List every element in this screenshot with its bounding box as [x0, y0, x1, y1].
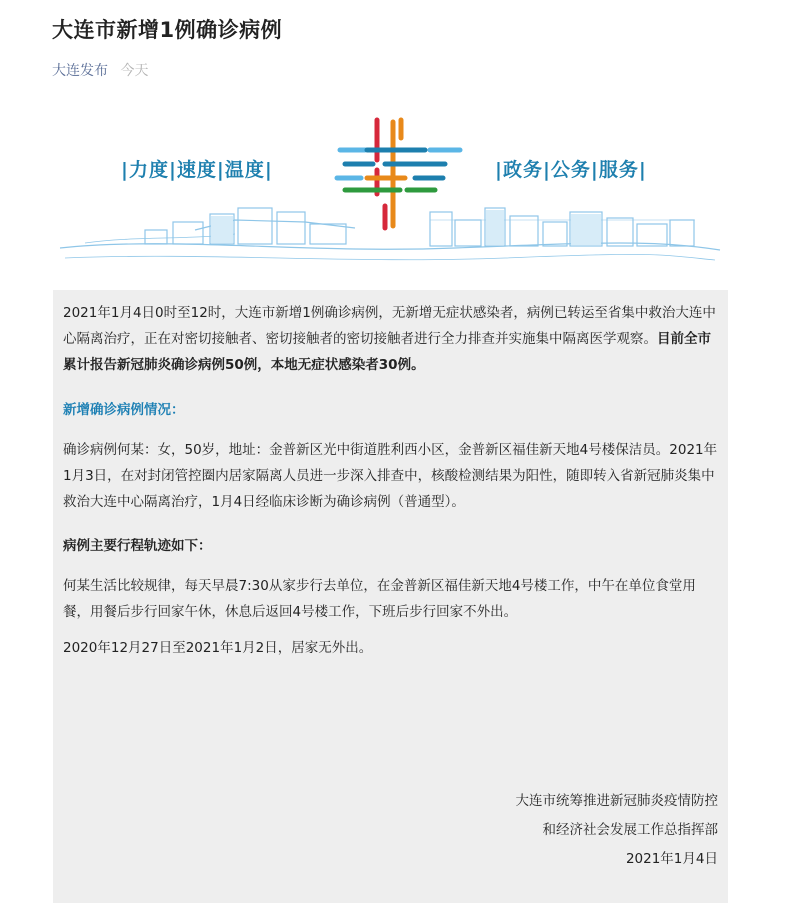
publish-time: 今天: [120, 63, 149, 79]
signature-line-1: 大连市统筹推进新冠肺炎疫情防控: [515, 793, 718, 809]
article-body: [53, 290, 728, 903]
intro-paragraph: [63, 300, 718, 378]
trajectory-paragraph-2: 2020年12月27日至2021年1月2日，居家无外出。: [63, 640, 373, 656]
new-case-paragraph: 确诊病例何某：女，50岁，地址：金普新区光中街道胜利西小区，金普新区福佳新天地4号楼保洁员。2021年1月3日，在对封闭管控圈内居家隔离人员进一步深入排查中，核酸检测结果为阳性，随即转入省新冠肺炎集中救治大连中心隔离治疗，1月4日经临床诊断为确诊病例（普通型）。: [63, 442, 718, 510]
signature-block: [516, 787, 719, 874]
intro-bold-text: 目前全市累计报告新冠肺炎确诊病例50例，本地无症状感染者30例。: [63, 331, 711, 373]
intro-text: 2021年1月4日0时至12时，大连市新增1例确诊病例，无新增无症状感染者，病例已转运至省集中救治大连中心隔离治疗，正在对密切接触者、密切接触者的密切接触者进行全力排查并实施集中隔离医学观察。: [63, 305, 716, 347]
article-meta: [52, 60, 148, 80]
banner-slogan-right: |政务|公务|服务|: [495, 159, 647, 181]
section-heading-trajectory: 病例主要行程轨迹如下：: [63, 538, 212, 554]
trajectory-paragraph: 何某生活比较规律，每天早晨7:30从家步行去单位，在金普新区福佳新天地4号楼工作，中午在单位食堂用餐，用餐后步行回家午休，休息后返回4号楼工作，下班后步行回家不外出。: [63, 578, 696, 620]
author-link[interactable]: 大连发布: [52, 63, 108, 79]
signature-date: 2021年1月4日: [625, 851, 718, 867]
header-banner: [55, 108, 723, 278]
city-skyline-graphic: [55, 108, 723, 278]
section-heading-new-case: 新增确诊病例情况：: [63, 402, 185, 418]
signature-line-2: 和经济社会发展工作总指挥部: [542, 822, 718, 838]
article-title: 大连市新增1例确诊病例: [52, 18, 283, 42]
banner-slogan-left: |力度|速度|温度|: [121, 159, 273, 181]
